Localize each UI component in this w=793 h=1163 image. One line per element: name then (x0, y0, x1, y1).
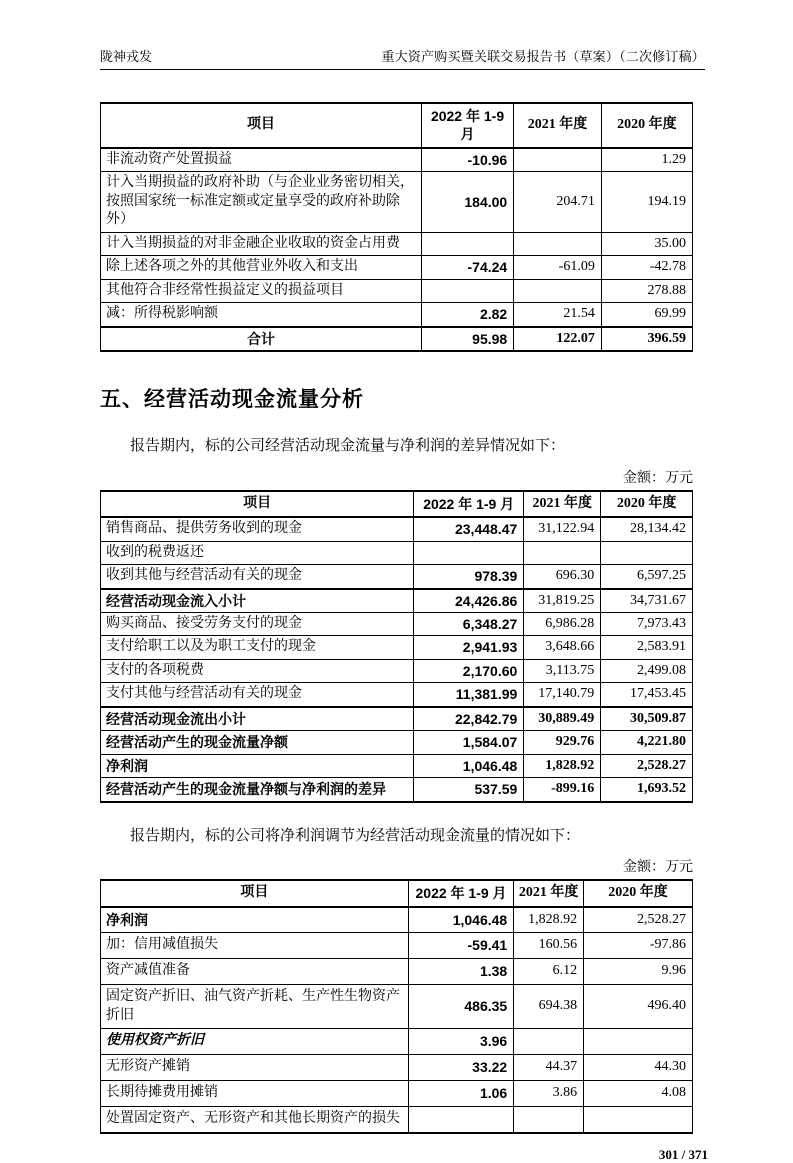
cell-2022-1-9 (421, 279, 513, 302)
table-row (101, 778, 693, 802)
row-label: 购买商品、接受劳务支付的现金 (101, 613, 414, 636)
table-row (101, 1081, 693, 1107)
cell-2021: 3,113.75 (524, 659, 601, 682)
table-row (101, 148, 693, 172)
cell-2021 (514, 1029, 584, 1055)
table-row (101, 707, 693, 731)
paragraph-cashflow-vs-netprofit: 报告期内，标的公司经营活动现金流量与净利润的差异情况如下： (130, 438, 566, 455)
row-label: 无形资产摊销 (101, 1055, 409, 1081)
cell-2020: 28,134.42 (601, 517, 693, 541)
row-label: 支付的各项税费 (101, 659, 414, 682)
cell-2020: 17,453.45 (601, 683, 693, 707)
cell-2022-1-9 (414, 541, 524, 564)
cell-2021: 44.37 (514, 1055, 584, 1081)
cell-2022-1-9: 11,381.99 (414, 683, 524, 707)
cell-2022-1-9: 6,348.27 (414, 613, 524, 636)
row-label: 处置固定资产、无形资产和其他长期资产的损失 (101, 1107, 409, 1133)
cell-2020: 2,583.91 (601, 636, 693, 659)
cell-2021: 6,986.28 (524, 613, 601, 636)
cell-2021: 21.54 (514, 303, 602, 327)
table-header-row (101, 103, 693, 148)
row-label: 长期待摊费用摊销 (101, 1081, 409, 1107)
table-row (101, 172, 693, 232)
cell-2021: 929.76 (524, 731, 601, 754)
table-row (101, 565, 693, 589)
cell-2021: 696.30 (524, 565, 601, 589)
cell-2022-1-9 (408, 1107, 513, 1133)
cell-2020: 1.29 (601, 148, 692, 172)
table-row (101, 985, 693, 1029)
cell-2020: 2,528.27 (584, 907, 693, 933)
cell-2020 (584, 1029, 693, 1055)
column-header-period: 2022 年 1-9 月 (414, 491, 524, 517)
column-header-period: 2022 年 1-9 月 (421, 103, 513, 148)
paragraph-netprofit-adjustment: 报告期内，标的公司将净利润调节为经营活动现金流量的情况如下： (130, 827, 581, 844)
non-recurring-gains-table (100, 102, 693, 352)
cell-2020: -97.86 (584, 933, 693, 959)
document-page (100, 0, 708, 1163)
cell-2020: 396.59 (601, 327, 692, 351)
table-row (101, 1055, 693, 1081)
table-row (101, 959, 693, 985)
column-header-period: 2021 年度 (514, 880, 584, 906)
row-label: 合计 (101, 327, 422, 351)
column-header-period: 2021 年度 (524, 491, 601, 517)
operating-cashflow-table (100, 490, 693, 803)
table-row (101, 613, 693, 636)
column-header-item: 项目 (101, 491, 414, 517)
cell-2020 (601, 541, 693, 564)
cell-2022-1-9: 2,170.60 (414, 659, 524, 682)
cell-2020: 34,731.67 (601, 589, 693, 613)
row-label: 其他符合非经常性损益定义的损益项目 (101, 279, 422, 302)
cell-2020: 7,973.43 (601, 613, 693, 636)
cell-2021: 30,889.49 (524, 707, 601, 731)
cell-2022-1-9: 537.59 (414, 778, 524, 802)
cell-2020 (584, 1107, 693, 1133)
cell-2021 (524, 541, 601, 564)
table-header-row (101, 880, 693, 906)
cell-2020: 6,597.25 (601, 565, 693, 589)
cell-2021: 31,819.25 (524, 589, 601, 613)
cell-2021: 160.56 (514, 933, 584, 959)
table-row (101, 907, 693, 933)
column-header-item: 项目 (101, 103, 422, 148)
cell-2022-1-9: 978.39 (414, 565, 524, 589)
cell-2022-1-9: 1,584.07 (414, 731, 524, 754)
row-label: 净利润 (101, 907, 409, 933)
cell-2021: 17,140.79 (524, 683, 601, 707)
cell-2022-1-9: 2.82 (421, 303, 513, 327)
column-header-period: 2020 年度 (601, 491, 693, 517)
row-label: 经营活动产生的现金流量净额与净利润的差异 (101, 778, 414, 802)
cell-2022-1-9: -59.41 (408, 933, 513, 959)
table-row (101, 683, 693, 707)
cell-2022-1-9: 22,842.79 (414, 707, 524, 731)
cell-2021: 31,122.94 (524, 517, 601, 541)
cell-2021: 3,648.66 (524, 636, 601, 659)
column-header-period: 2020 年度 (601, 103, 692, 148)
row-label: 经营活动现金流入小计 (101, 589, 414, 613)
cell-2022-1-9: -74.24 (421, 256, 513, 279)
cell-2020: 44.30 (584, 1055, 693, 1081)
cell-2022-1-9: 33.22 (408, 1055, 513, 1081)
row-label: 销售商品、提供劳务收到的现金 (101, 517, 414, 541)
cell-2020: -42.78 (601, 256, 692, 279)
column-header-period: 2020 年度 (584, 880, 693, 906)
cell-2021: 1,828.92 (514, 907, 584, 933)
unit-label: 金额：万元 (623, 470, 693, 486)
table-row (101, 541, 693, 564)
cell-2020: 2,499.08 (601, 659, 693, 682)
row-label: 支付给职工以及为职工支付的现金 (101, 636, 414, 659)
cell-2020: 496.40 (584, 985, 693, 1029)
running-header (100, 0, 705, 70)
row-label: 使用权资产折旧 (101, 1029, 409, 1055)
cell-2021 (514, 148, 602, 172)
row-label: 收到其他与经营活动有关的现金 (101, 565, 414, 589)
cell-2020: 69.99 (601, 303, 692, 327)
table-row (101, 1107, 693, 1133)
cell-2022-1-9: 486.35 (408, 985, 513, 1029)
row-label: 计入当期损益的政府补助（与企业业务密切相关，按照国家统一标准定额或定量享受的政府补助除外） (101, 172, 422, 232)
column-header-period: 2022 年 1-9 月 (408, 880, 513, 906)
cell-2021 (514, 232, 602, 255)
row-label: 计入当期损益的对非金融企业收取的资金占用费 (101, 232, 422, 255)
row-label: 减：所得税影响额 (101, 303, 422, 327)
table-row (101, 636, 693, 659)
row-label: 除上述各项之外的其他营业外收入和支出 (101, 256, 422, 279)
cell-2022-1-9: 24,426.86 (414, 589, 524, 613)
cell-2020: 4,221.80 (601, 731, 693, 754)
row-label: 固定资产折旧、油气资产折耗、生产性生物资产折旧 (101, 985, 409, 1029)
table-row (101, 279, 693, 302)
table-row (101, 232, 693, 255)
cell-2021 (514, 279, 602, 302)
table-row (101, 933, 693, 959)
table-row (101, 303, 693, 327)
row-label: 经营活动产生的现金流量净额 (101, 731, 414, 754)
cell-2020: 2,528.27 (601, 754, 693, 777)
cell-2020: 1,693.52 (601, 778, 693, 802)
row-label: 资产减值准备 (101, 959, 409, 985)
cell-2022-1-9: 2,941.93 (414, 636, 524, 659)
cell-2020: 4.08 (584, 1081, 693, 1107)
table-header-row (101, 491, 693, 517)
cell-2021 (514, 1107, 584, 1133)
column-header-period: 2021 年度 (514, 103, 602, 148)
cell-2020: 194.19 (601, 172, 692, 232)
table-row (101, 754, 693, 777)
table-row (101, 659, 693, 682)
cell-2020: 278.88 (601, 279, 692, 302)
cell-2022-1-9: 3.96 (408, 1029, 513, 1055)
cell-2022-1-9: 1,046.48 (414, 754, 524, 777)
table-row (101, 731, 693, 754)
column-header-item: 项目 (101, 880, 409, 906)
cell-2020: 30,509.87 (601, 707, 693, 731)
unit-label: 金额：万元 (623, 860, 693, 876)
report-title: 重大资产购买暨关联交易报告书（草案）（二次修订稿） (381, 49, 705, 64)
row-label: 收到的税费返还 (101, 541, 414, 564)
cell-2022-1-9: 1,046.48 (408, 907, 513, 933)
cell-2021: -61.09 (514, 256, 602, 279)
section-heading: 五、经营活动现金流量分析 (100, 388, 364, 412)
table-row (101, 256, 693, 279)
cell-2022-1-9: 1.38 (408, 959, 513, 985)
cell-2022-1-9: -10.96 (421, 148, 513, 172)
company-short-name: 陇神戎发 (100, 49, 153, 64)
cell-2022-1-9 (421, 232, 513, 255)
page-number: 301 / 371 (658, 1146, 708, 1162)
cell-2021: 694.38 (514, 985, 584, 1029)
row-label: 支付其他与经营活动有关的现金 (101, 683, 414, 707)
cell-2022-1-9: 23,448.47 (414, 517, 524, 541)
cell-2022-1-9: 1.06 (408, 1081, 513, 1107)
table-row (101, 327, 693, 351)
cell-2022-1-9: 184.00 (421, 172, 513, 232)
cell-2022-1-9: 95.98 (421, 327, 513, 351)
cell-2021: 122.07 (514, 327, 602, 351)
cell-2021: 3.86 (514, 1081, 584, 1107)
netprofit-adjustment-table (100, 879, 693, 1133)
row-label: 经营活动现金流出小计 (101, 707, 414, 731)
table-row (101, 1029, 693, 1055)
row-label: 加：信用减值损失 (101, 933, 409, 959)
cell-2021: 1,828.92 (524, 754, 601, 777)
table-row (101, 517, 693, 541)
cell-2020: 35.00 (601, 232, 692, 255)
cell-2021: 204.71 (514, 172, 602, 232)
table-row (101, 589, 693, 613)
row-label: 净利润 (101, 754, 414, 777)
cell-2021: -899.16 (524, 778, 601, 802)
cell-2021: 6.12 (514, 959, 584, 985)
row-label: 非流动资产处置损益 (101, 148, 422, 172)
cell-2020: 9.96 (584, 959, 693, 985)
